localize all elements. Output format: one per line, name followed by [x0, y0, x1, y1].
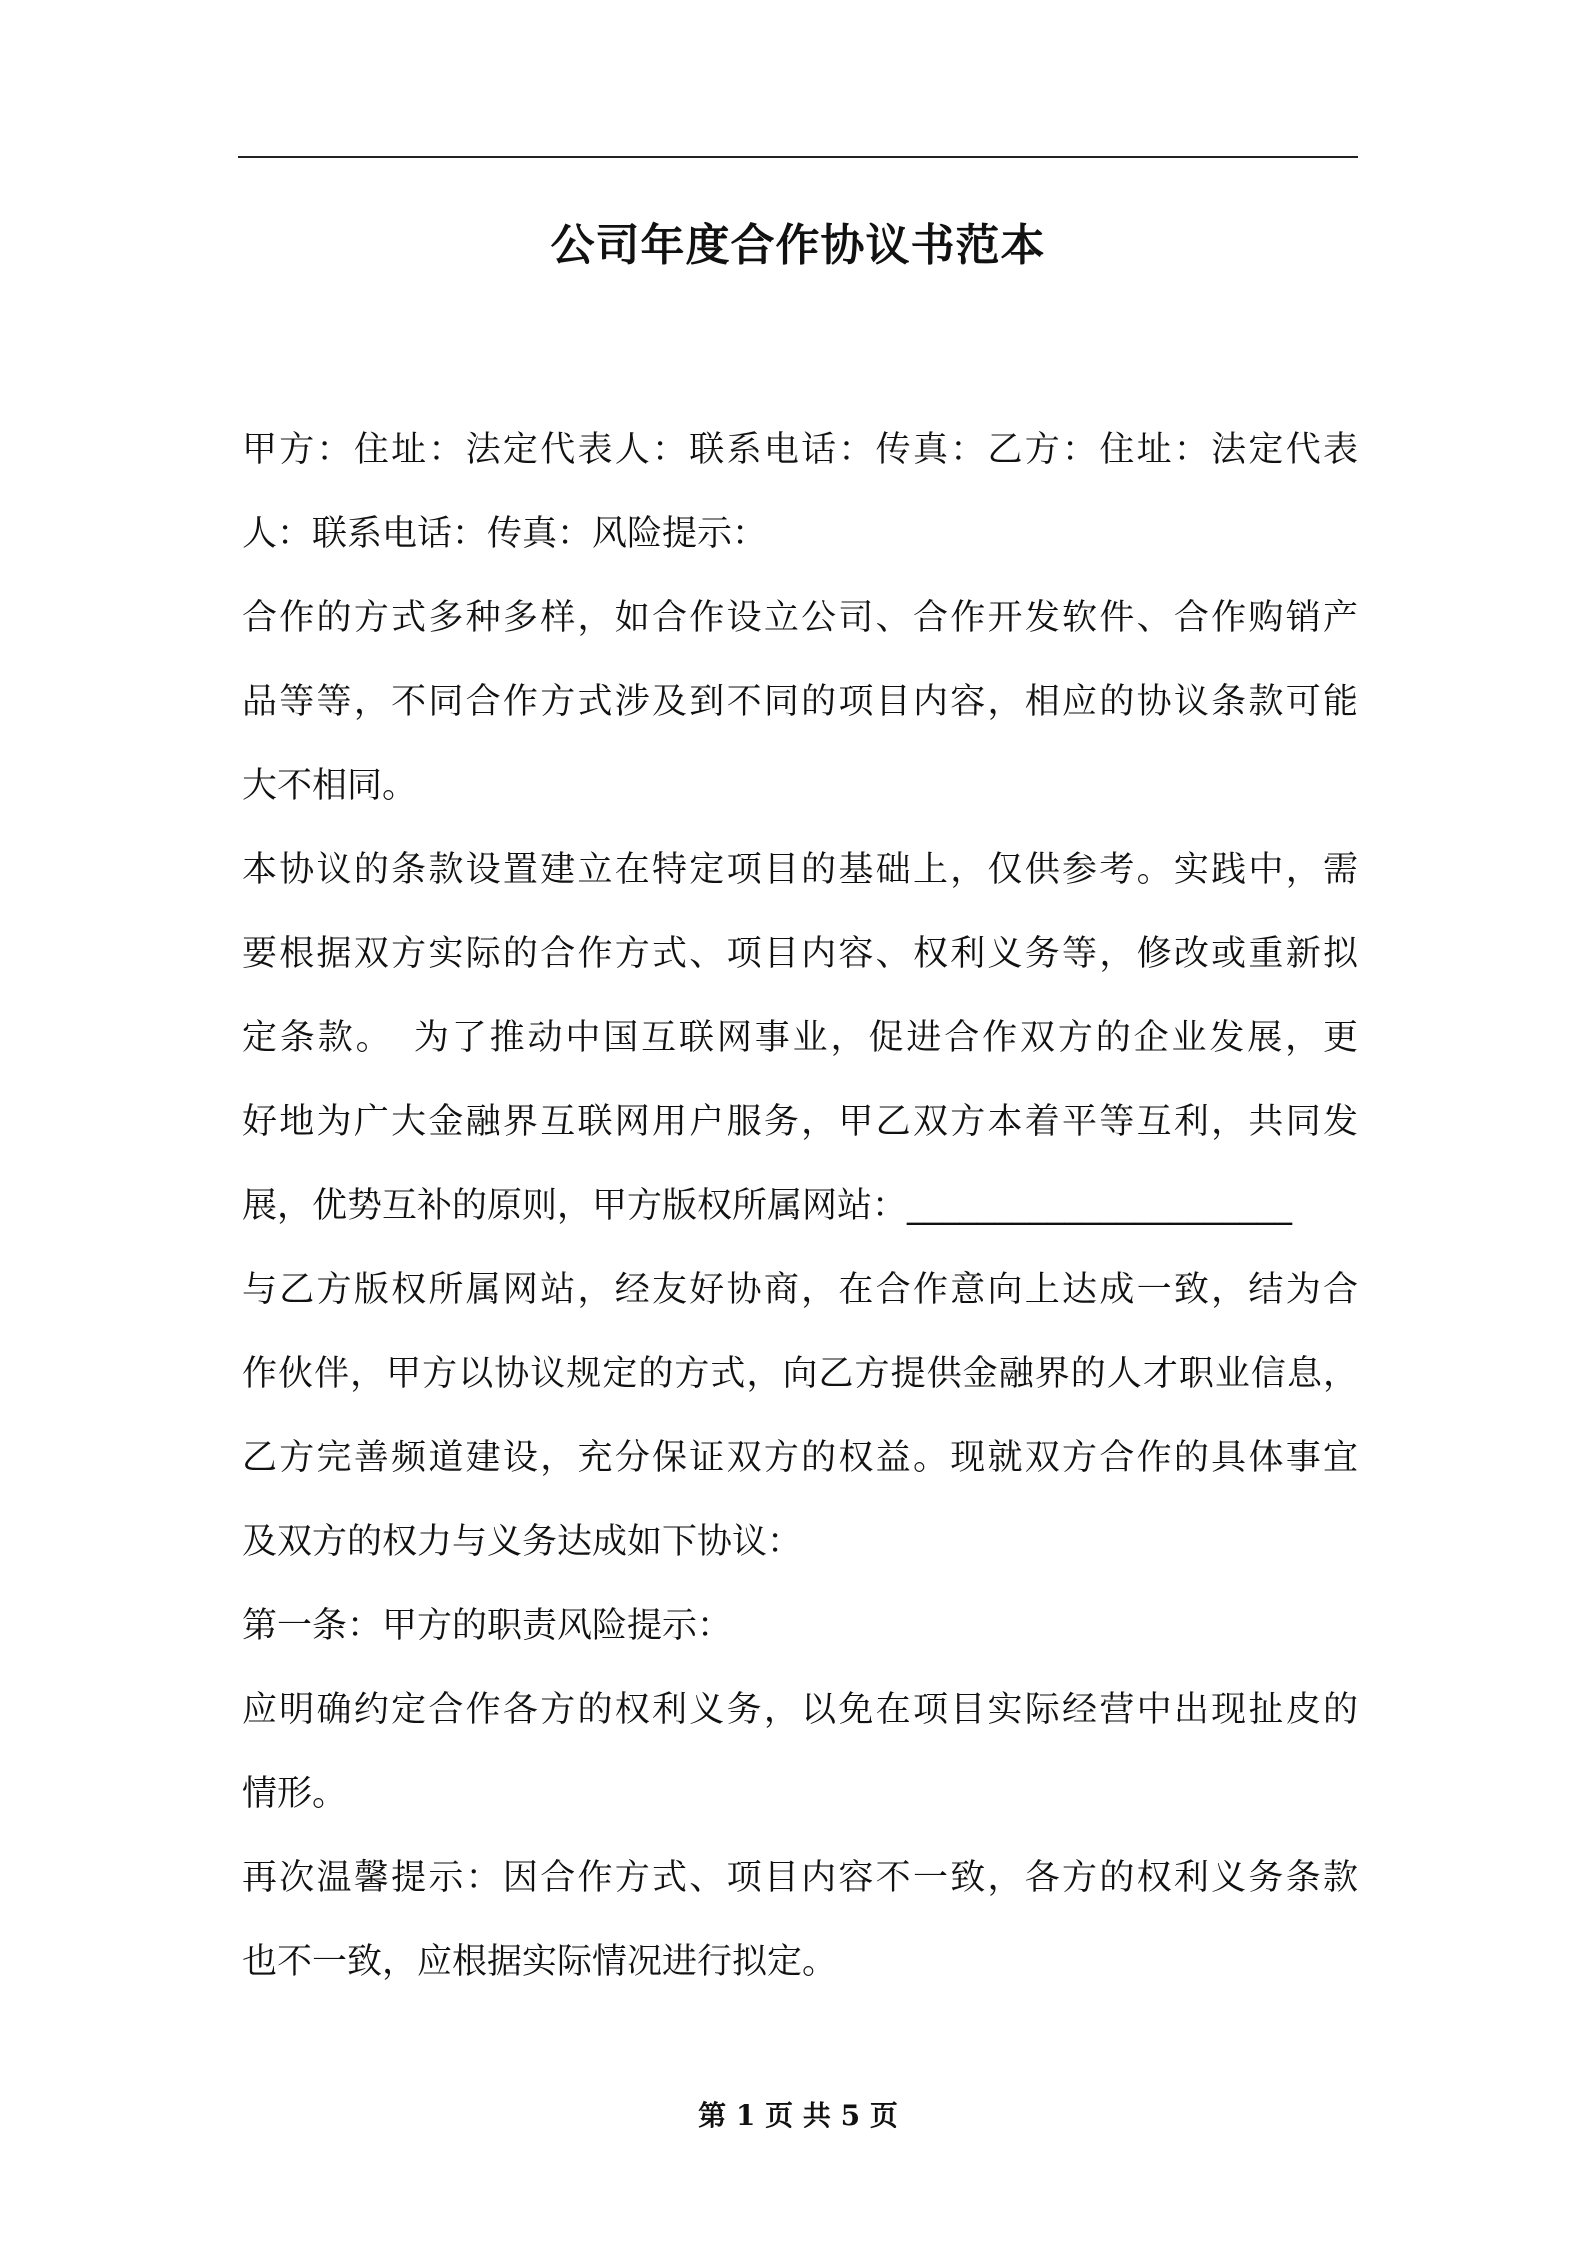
body-line: 要根据双方实际的合作方式、项目内容、权利义务等，修改或重新拟: [242, 934, 1358, 974]
body-line: 好地为广大金融界互联网用户服务，甲乙双方本着平等互利，共同发: [242, 1102, 1358, 1142]
body-line: 合作的方式多种多样，如合作设立公司、合作开发软件、合作购销产: [242, 598, 1358, 638]
body-line: 本协议的条款设置建立在特定项目的基础上，仅供参考。实践中，需: [242, 850, 1358, 890]
body-line: 品等等，不同合作方式涉及到不同的项目内容，相应的协议条款可能: [242, 682, 1358, 722]
body-line: 应明确约定合作各方的权利义务，以免在项目实际经营中出现扯皮的: [242, 1690, 1358, 1730]
body-line: 再次温馨提示：因合作方式、项目内容不一致，各方的权利义务条款: [242, 1858, 1358, 1898]
body-line: 乙方完善频道建设，充分保证双方的权益。现就双方合作的具体事宜: [242, 1438, 1358, 1478]
body-line: 与乙方版权所属网站，经友好协商，在合作意向上达成一致，结为合: [242, 1270, 1358, 1310]
body-line: 定条款。 为了推动中国互联网事业，促进合作双方的企业发展，更: [242, 1018, 1358, 1058]
body-line: 作伙伴，甲方以协议规定的方式，向乙方提供金融界的人才职业信息，: [242, 1354, 1358, 1394]
body-line: 大不相同。: [242, 766, 418, 806]
body-line: 人：联系电话：传真：风险提示：: [242, 514, 768, 554]
page-indicator: 第 1 页 共 5 页: [698, 2099, 898, 2132]
body-line: 情形。: [242, 1774, 348, 1814]
body-line: 第一条：甲方的职责风险提示：: [242, 1606, 733, 1646]
body-line: 及双方的权力与义务达成如下协议：: [242, 1522, 803, 1562]
document-body: [242, 408, 1358, 2004]
header-rule: [238, 156, 1358, 158]
body-line: 甲方：住址：法定代表人：联系电话：传真：乙方：住址：法定代表: [242, 430, 1358, 470]
body-line: 展，优势互补的原则，甲方版权所属网站：______________________: [242, 1186, 1293, 1226]
document-title: 公司年度合作协议书范本: [550, 220, 1046, 271]
body-line: 也不一致，应根据实际情况进行拟定。: [242, 1942, 838, 1982]
